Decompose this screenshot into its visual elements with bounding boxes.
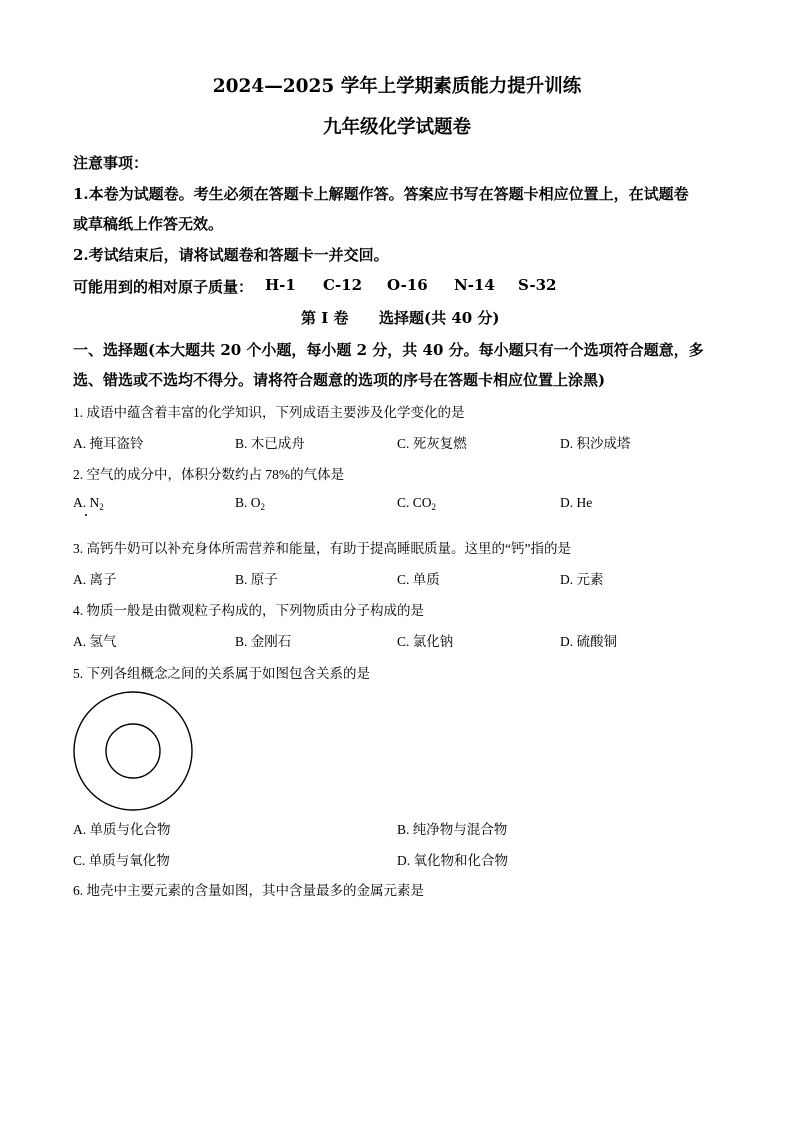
question-5-option-b: B. 纯净物与混合物 [397, 822, 508, 837]
question-3-option-c: C. 单质 [397, 572, 440, 587]
atomic-mass-h: H-1 [265, 276, 296, 294]
question-1-stem: 1. 成语中蕴含着丰富的化学知识，下列成语主要涉及化学变化的是 [73, 405, 465, 420]
outer-circle [74, 692, 192, 810]
question-2-option-a-subscript: 2 [99, 502, 104, 512]
question-2-option-b-text: B. O [235, 495, 261, 510]
inclusion-relation-diagram [72, 690, 194, 812]
question-2-option-b-subscript: 2 [260, 502, 266, 512]
notice-item-2: 2.考试结束后，请将试题卷和答题卡一并交回。 [73, 246, 389, 264]
question-4-option-b: B. 金刚石 [235, 634, 292, 649]
notice-item-1-line-1: 1.本卷为试题卷。考生必须在答题卡上解题作答。答案应书写在答题卡相应位置上，在试题卷 [73, 185, 689, 203]
question-2-option-b [235, 495, 265, 512]
question-1-option-a: A. 掩耳盗铃 [73, 436, 144, 451]
question-1-option-b: B. 木已成舟 [235, 436, 305, 451]
section-1-instructions-line-1: 一、选择题(本大题共 20 个小题，每小题 2 分，共 40 分。每小题只有一个选项符合题意，多 [73, 341, 704, 359]
question-1-option-c: C. 死灰复燃 [397, 436, 467, 451]
question-2-option-c-subscript: 2 [431, 502, 437, 512]
question-2-option-a [73, 495, 104, 512]
exam-title: 2024—2025 学年上学期素质能力提升训练 [212, 76, 582, 97]
question-1-option-d: D. 积沙成塔 [560, 436, 631, 451]
notice-heading: 注意事项： [73, 154, 149, 172]
stray-dot-mark [85, 514, 87, 516]
atomic-mass-c: C-12 [323, 276, 363, 294]
question-2-option-c-text: C. CO [397, 495, 432, 510]
exam-subtitle: 九年级化学试题卷 [322, 117, 471, 138]
question-3-option-d: D. 元素 [560, 572, 604, 587]
atomic-mass-n: N-14 [454, 276, 495, 294]
question-2-option-d-text: D. He [560, 495, 593, 510]
atomic-mass-s: S-32 [518, 276, 557, 294]
atomic-mass-label: 可能用到的相对原子质量： [73, 278, 254, 296]
question-2-option-a-text: A. N [73, 495, 100, 510]
question-3-option-a: A. 离子 [73, 572, 117, 587]
question-2-option-d [560, 495, 592, 511]
question-2-option-c [397, 495, 436, 512]
part-1-heading-detail: 选择题(共 40 分) [379, 309, 500, 327]
question-4-stem: 4. 物质一般是由微观粒子构成的，下列物质由分子构成的是 [73, 603, 424, 618]
section-1-instructions-line-2: 选、错选或不选均不得分。请将符合题意的选项的序号在答题卡相应位置上涂黑) [73, 371, 606, 389]
notice-item-1-line-2: 或草稿纸上作答无效。 [73, 215, 224, 233]
question-2-stem: 2. 空气的成分中，体积分数约占 78%的气体是 [73, 467, 345, 482]
question-5-stem: 5. 下列各组概念之间的关系属于如图包含关系的是 [73, 666, 370, 681]
question-4-option-d: D. 硫酸铜 [560, 634, 617, 649]
atomic-mass-o: O-16 [387, 276, 428, 294]
question-6-stem: 6. 地壳中主要元素的含量如图，其中含量最多的金属元素是 [73, 883, 424, 898]
question-5-option-c: C. 单质与氧化物 [73, 853, 170, 868]
part-1-heading: 第 I 卷 [301, 309, 349, 327]
question-4-option-c: C. 氯化钠 [397, 634, 454, 649]
question-3-option-b: B. 原子 [235, 572, 278, 587]
question-3-stem: 3. 高钙牛奶可以补充身体所需营养和能量，有助于提高睡眠质量。这里的“钙”指的是 [73, 541, 571, 556]
inner-circle [106, 724, 160, 778]
question-5-option-a: A. 单质与化合物 [73, 822, 171, 837]
question-5-option-d: D. 氧化物和化合物 [397, 853, 508, 868]
question-4-option-a: A. 氢气 [73, 634, 117, 649]
